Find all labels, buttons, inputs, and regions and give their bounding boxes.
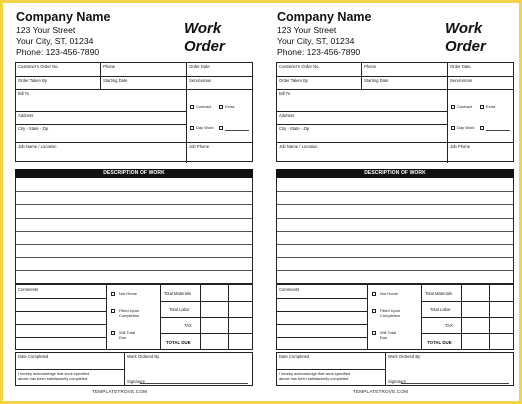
filled-upon-completion-checkbox[interactable] bbox=[111, 309, 115, 313]
signature-label: Signature bbox=[388, 379, 406, 384]
title-order: Order bbox=[445, 38, 486, 55]
order-info-grid bbox=[276, 62, 514, 162]
company-city: Your City, ST, 01234 bbox=[16, 36, 94, 46]
will-total-label: Will Total bbox=[119, 330, 135, 335]
title-work: Work bbox=[184, 20, 222, 37]
total-due-label: TOTAL DUE bbox=[166, 340, 191, 345]
comments-label: Comments bbox=[279, 287, 300, 292]
contract-label: Contract bbox=[196, 104, 212, 109]
completion-label: Completion bbox=[119, 313, 140, 318]
description-of-work-header: DESCRIPTION OF WORK bbox=[15, 169, 253, 178]
city-state-zip-label: City - State - Zip bbox=[18, 126, 49, 131]
comments-label: Comments bbox=[18, 287, 39, 292]
filled-upon-label: Filled Upon bbox=[119, 308, 140, 313]
order-info-grid bbox=[15, 62, 253, 162]
acknowledge-text-2: above has been satisfactorily completed. bbox=[18, 376, 89, 381]
extra-checkbox[interactable] bbox=[219, 105, 223, 109]
job-name-location-label: Job Name / Location bbox=[18, 144, 57, 149]
company-street: 123 Your Street bbox=[277, 25, 337, 35]
starting-date-label: Starting Date bbox=[364, 78, 389, 83]
acknowledge-text-1: I hereby acknowledge that work specified bbox=[279, 371, 351, 376]
order-taken-by-label: Order Taken By bbox=[279, 78, 309, 83]
day-work-checkbox[interactable] bbox=[451, 126, 455, 130]
footer-site: TEMPLATETROVE.COM bbox=[353, 389, 409, 394]
city-state-zip-label: City - State - Zip bbox=[279, 126, 310, 131]
footer-site: TEMPLATETROVE.COM bbox=[92, 389, 148, 394]
other-checkbox[interactable] bbox=[219, 126, 223, 130]
total-labor-label: Total Labor bbox=[430, 307, 451, 312]
day-work-label: Day Work bbox=[196, 125, 214, 130]
title-work: Work bbox=[445, 20, 483, 37]
order-date-label: Order Date bbox=[189, 64, 210, 69]
due-label: Due bbox=[119, 335, 127, 340]
day-work-checkbox[interactable] bbox=[190, 126, 194, 130]
work-ordered-by-label: Work Ordered By bbox=[127, 354, 160, 359]
total-labor-label: Total Labor bbox=[169, 307, 190, 312]
job-phone-label: Job Phone bbox=[189, 144, 210, 149]
order-taken-by-label: Order Taken By bbox=[18, 78, 48, 83]
phone-label: Phone bbox=[103, 64, 116, 69]
company-phone: Phone: 123-456-7890 bbox=[16, 47, 100, 57]
extra-checkbox[interactable] bbox=[480, 105, 484, 109]
serviceman-label: Serviceman bbox=[189, 78, 212, 83]
summary-grid bbox=[15, 284, 253, 350]
description-of-work-header: DESCRIPTION OF WORK bbox=[276, 169, 514, 178]
contract-checkbox[interactable] bbox=[451, 105, 455, 109]
company-street: 123 Your Street bbox=[16, 25, 76, 35]
company-name: Company Name bbox=[16, 10, 111, 24]
customer-order-no-label: Customer's Order No. bbox=[18, 64, 59, 69]
tax-label: TAX bbox=[445, 323, 453, 328]
extra-label: Extra bbox=[225, 104, 235, 109]
contract-checkbox[interactable] bbox=[190, 105, 194, 109]
date-completed-label: Date Completed bbox=[279, 354, 310, 359]
contract-label: Contract bbox=[457, 104, 473, 109]
customer-order-no-label: Customer's Order No. bbox=[279, 64, 320, 69]
work-ordered-by-label: Work Ordered By bbox=[388, 354, 421, 359]
tax-label: TAX bbox=[184, 323, 192, 328]
due-label: Due bbox=[380, 335, 388, 340]
starting-date-label: Starting Date bbox=[103, 78, 128, 83]
completion-grid bbox=[276, 352, 514, 386]
work-order-form-right bbox=[271, 3, 519, 401]
completion-grid bbox=[15, 352, 253, 386]
total-due-label: TOTAL DUE bbox=[427, 340, 452, 345]
total-materials-label: Total Materials bbox=[164, 291, 191, 296]
date-completed-label: Date Completed bbox=[18, 354, 49, 359]
order-date-label: Order Date bbox=[450, 64, 471, 69]
signature-label: Signature bbox=[127, 379, 145, 384]
extra-label: Extra bbox=[486, 104, 496, 109]
total-materials-label: Total Materials bbox=[425, 291, 452, 296]
job-phone-label: Job Phone bbox=[450, 144, 471, 149]
company-name: Company Name bbox=[277, 10, 372, 24]
bill-to-label: Bill To bbox=[18, 91, 30, 96]
serviceman-label: Serviceman bbox=[450, 78, 473, 83]
company-phone: Phone: 123-456-7890 bbox=[277, 47, 361, 57]
job-name-location-label: Job Name / Location bbox=[279, 144, 318, 149]
description-of-work-lines[interactable] bbox=[276, 178, 514, 284]
filled-upon-completion-checkbox[interactable] bbox=[372, 309, 376, 313]
completion-label: Completion bbox=[380, 313, 401, 318]
work-order-form-left bbox=[10, 3, 258, 401]
not-home-checkbox[interactable] bbox=[111, 292, 115, 296]
not-home-label: Not Home bbox=[380, 291, 399, 296]
acknowledge-text-2: above has been satisfactorily completed. bbox=[279, 376, 350, 381]
will-total-label: Will Total bbox=[380, 330, 396, 335]
phone-label: Phone bbox=[364, 64, 377, 69]
description-of-work-lines[interactable] bbox=[15, 178, 253, 284]
day-work-label: Day Work bbox=[457, 125, 475, 130]
acknowledge-text-1: I hereby acknowledge that work specified bbox=[18, 371, 90, 376]
summary-grid bbox=[276, 284, 514, 350]
filled-upon-label: Filled Upon bbox=[380, 308, 401, 313]
not-home-checkbox[interactable] bbox=[372, 292, 376, 296]
company-city: Your City, ST, 01234 bbox=[277, 36, 355, 46]
title-order: Order bbox=[184, 38, 225, 55]
not-home-label: Not Home bbox=[119, 291, 138, 296]
bill-to-label: Bill To bbox=[279, 91, 291, 96]
will-total-due-checkbox[interactable] bbox=[372, 331, 376, 335]
address-label: Address bbox=[18, 113, 34, 118]
other-checkbox[interactable] bbox=[480, 126, 484, 130]
will-total-due-checkbox[interactable] bbox=[111, 331, 115, 335]
work-order-sheet bbox=[3, 3, 519, 401]
address-label: Address bbox=[279, 113, 295, 118]
